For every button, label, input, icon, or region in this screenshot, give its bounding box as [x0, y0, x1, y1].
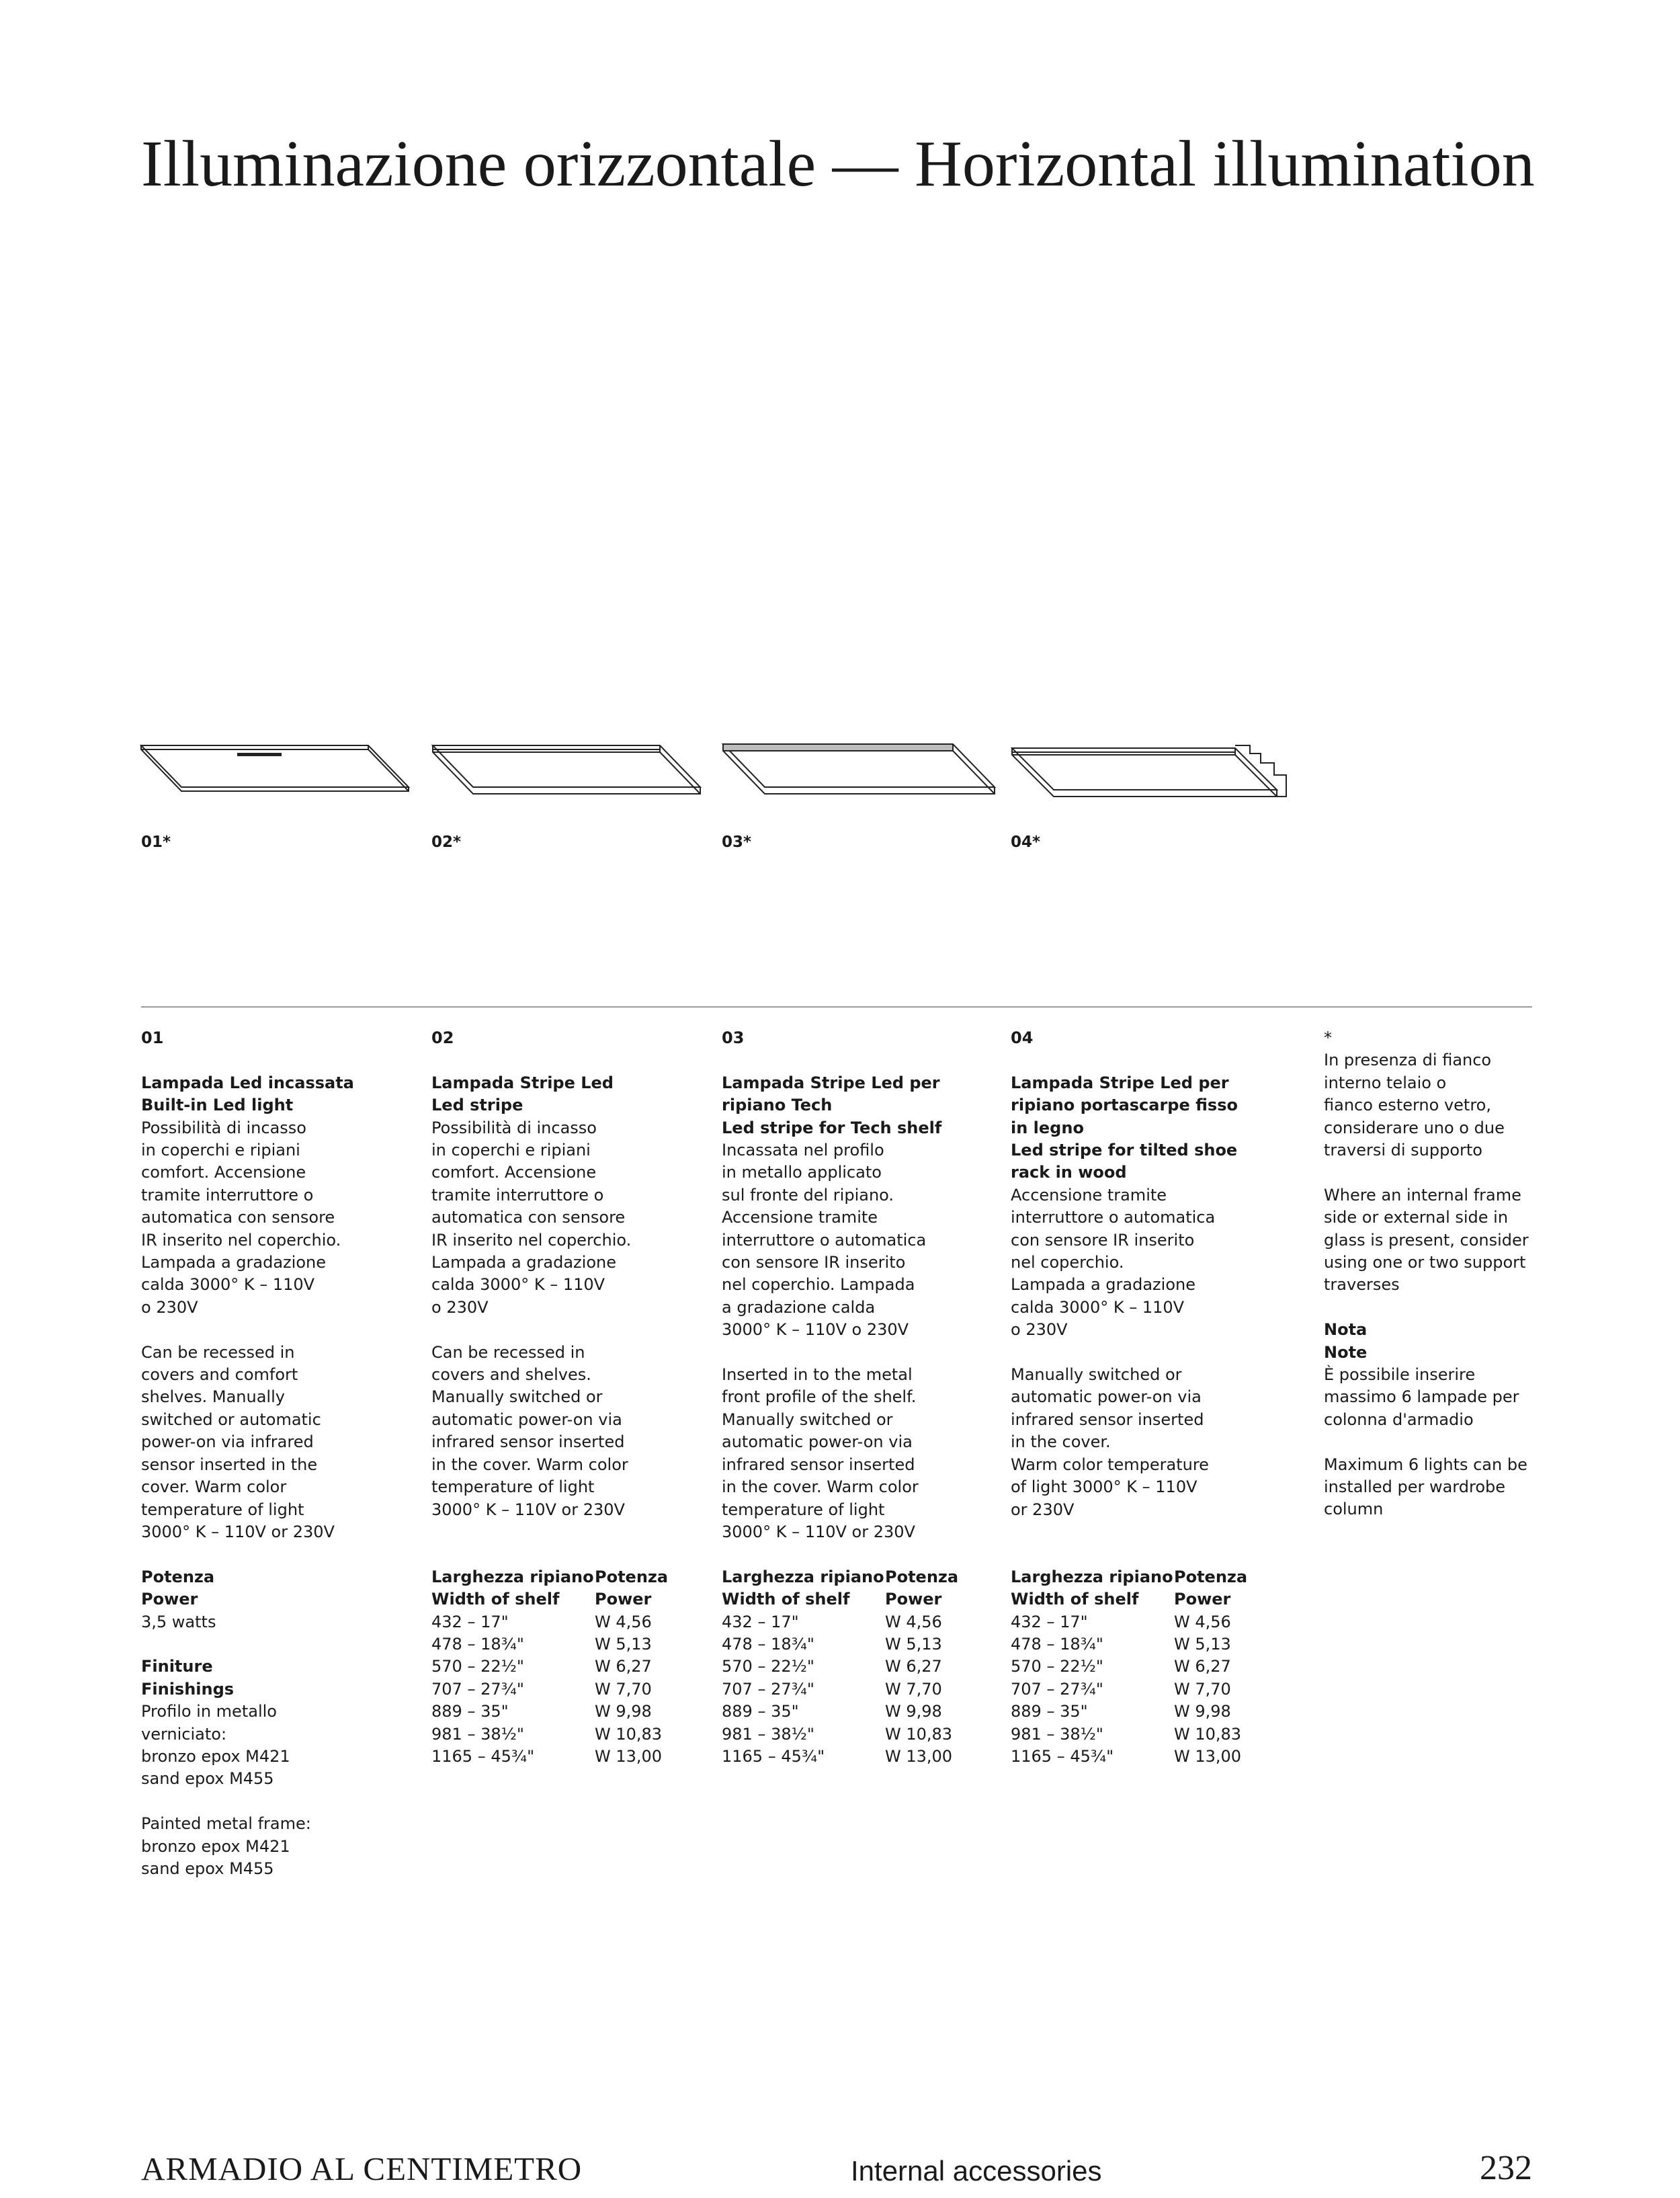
table-cell-power: W 7,70: [885, 1679, 942, 1699]
it-line: a gradazione calda: [722, 1297, 876, 1317]
en-line: temperature of light: [722, 1500, 885, 1519]
table-cell-width: 570 – 22½": [722, 1657, 814, 1676]
title-line: Built-in Led light: [141, 1096, 294, 1115]
table-cell-width: 432 – 17": [722, 1612, 799, 1631]
en-line: in the cover. Warm color: [431, 1455, 628, 1474]
en-line: automatic power-on via: [431, 1410, 622, 1429]
en-line: or 230V: [1011, 1500, 1075, 1519]
column-number: 02: [431, 1028, 454, 1047]
it-line: Accensione tramite: [1011, 1185, 1167, 1205]
table-cell-width: 1165 – 45¾": [1011, 1746, 1114, 1766]
table-cell-width: 432 – 17": [431, 1612, 509, 1631]
section-divider: [141, 1006, 1532, 1008]
power-value: 3,5 watts: [141, 1612, 216, 1631]
table-cell-power: W 13,00: [1174, 1746, 1242, 1766]
table-cell-power: W 6,27: [1174, 1657, 1231, 1676]
it-line: comfort. Accensione: [141, 1163, 306, 1182]
table-cell-width: 707 – 27¾": [722, 1679, 814, 1699]
table-header: Larghezza ripiano: [431, 1567, 594, 1586]
table-header: Potenza: [595, 1567, 669, 1586]
it-line: in coperchi e ripiani: [141, 1141, 300, 1160]
it-line: con sensore IR inserito: [722, 1253, 906, 1272]
title-line: Lampada Stripe Led: [431, 1073, 614, 1092]
nota-en-line: installed per wardrobe: [1324, 1477, 1505, 1497]
nota-en-line: column: [1324, 1500, 1384, 1519]
table-header: Larghezza ripiano: [722, 1567, 884, 1586]
led-stripe-shelf-icon: [431, 736, 720, 810]
it-line: sul fronte del ripiano.: [722, 1185, 894, 1205]
notes-column: [1324, 1027, 1529, 1521]
nota-en-line: Maximum 6 lights can be: [1324, 1455, 1527, 1474]
en-line: of light 3000° K – 110V: [1011, 1477, 1198, 1497]
built-in-led-shelf-icon: [140, 736, 429, 810]
table-cell-width: 889 – 35": [722, 1702, 799, 1721]
it-line: automatica con sensore: [431, 1208, 626, 1227]
en-line: shelves. Manually: [141, 1387, 285, 1407]
it-line: tramite interruttore o: [141, 1185, 314, 1205]
en-line: covers and comfort: [141, 1365, 298, 1385]
tech-shelf-stripe-icon: [722, 736, 1011, 810]
table-cell-power: W 13,00: [595, 1746, 663, 1766]
finish-heading: Finiture: [141, 1657, 213, 1676]
table-cell-width: 1165 – 45¾": [431, 1746, 535, 1766]
table-cell-width: 981 – 38½": [1011, 1724, 1103, 1744]
it-line: Lampada a gradazione: [431, 1253, 616, 1272]
en-line: temperature of light: [431, 1477, 595, 1497]
table-cell-power: W 5,13: [1174, 1634, 1231, 1654]
table-cell-power: W 4,56: [595, 1612, 652, 1631]
illustration-label-03: 03*: [722, 833, 752, 851]
it-line: tramite interruttore o: [431, 1185, 604, 1205]
en-line: 3000° K – 110V or 230V: [431, 1500, 625, 1519]
table-cell-width: 1165 – 45¾": [722, 1746, 825, 1766]
finish-it-line: sand epox M455: [141, 1769, 274, 1789]
it-line: interruttore o automatica: [722, 1230, 927, 1250]
it-line: o 230V: [141, 1297, 198, 1317]
en-line: power-on via infrared: [141, 1432, 314, 1452]
en-line: covers and shelves.: [431, 1365, 591, 1385]
en-line: Manually switched or: [431, 1387, 603, 1407]
table-cell-power: W 4,56: [1174, 1612, 1231, 1631]
table-cell-power: W 6,27: [885, 1657, 942, 1676]
table-cell-power: W 10,83: [885, 1724, 953, 1744]
it-line: nel coperchio.: [1011, 1253, 1124, 1272]
table-header: Power: [885, 1590, 942, 1609]
finish-it-line: Profilo in metallo: [141, 1702, 277, 1721]
table-cell-power: W 13,00: [885, 1746, 953, 1766]
title-line: Led stripe for Tech shelf: [722, 1118, 942, 1137]
table-cell-power: W 9,98: [595, 1702, 652, 1721]
en-line: Inserted in to the metal: [722, 1365, 913, 1385]
table-header: Larghezza ripiano: [1011, 1567, 1173, 1586]
illustration-label-01: 01*: [141, 833, 171, 851]
en-line: infrared sensor inserted: [431, 1432, 625, 1452]
table-header: Power: [1174, 1590, 1231, 1609]
note-it-line: interno telaio o: [1324, 1073, 1447, 1092]
power-heading: Power: [141, 1590, 198, 1609]
nota-heading: Nota: [1324, 1320, 1368, 1340]
power-table: [722, 1566, 966, 1768]
finish-it-line: verniciato:: [141, 1724, 227, 1744]
footer-section-title: Internal accessories: [851, 2155, 1102, 2187]
table-cell-width: 981 – 38½": [722, 1724, 814, 1744]
finish-en-line: sand epox M455: [141, 1859, 274, 1878]
en-line: cover. Warm color: [141, 1477, 287, 1497]
it-line: Possibilità di incasso: [141, 1118, 306, 1137]
it-line: Lampada a gradazione: [1011, 1275, 1195, 1295]
table-cell-power: W 10,83: [595, 1724, 663, 1744]
column-04: [1011, 1027, 1255, 1768]
it-line: con sensore IR inserito: [1011, 1230, 1195, 1250]
table-cell-power: W 9,98: [1174, 1702, 1231, 1721]
table-cell-width: 478 – 18¾": [1011, 1634, 1103, 1654]
asterisk-marker: *: [1324, 1028, 1332, 1047]
title-line: ripiano Tech: [722, 1096, 833, 1115]
it-line: Lampada a gradazione: [141, 1253, 326, 1272]
column-number: 03: [722, 1028, 745, 1047]
nota-heading: Note: [1324, 1342, 1368, 1362]
note-it-line: In presenza di fianco: [1324, 1051, 1492, 1070]
table-cell-power: W 7,70: [1174, 1679, 1231, 1699]
table-header: Potenza: [1174, 1567, 1248, 1586]
note-it-line: traversi di supporto: [1324, 1141, 1482, 1160]
it-line: nel coperchio. Lampada: [722, 1275, 915, 1295]
title-line: ripiano portascarpe fisso: [1011, 1096, 1238, 1115]
table-cell-width: 889 – 35": [1011, 1702, 1088, 1721]
table-header: Power: [595, 1590, 652, 1609]
table-cell-width: 570 – 22½": [1011, 1657, 1103, 1676]
power-table: [431, 1566, 675, 1768]
it-line: in coperchi e ripiani: [431, 1141, 591, 1160]
it-line: IR inserito nel coperchio.: [141, 1230, 341, 1250]
table-cell-power: W 6,27: [595, 1657, 652, 1676]
en-line: Manually switched or: [1011, 1365, 1182, 1385]
table-cell-width: 707 – 27¾": [431, 1679, 524, 1699]
column-number: 04: [1011, 1028, 1034, 1047]
note-en-line: glass is present, consider: [1324, 1230, 1529, 1250]
en-line: automatic power-on via: [722, 1432, 913, 1452]
table-header: Width of shelf: [431, 1590, 560, 1609]
table-cell-width: 478 – 18¾": [431, 1634, 524, 1654]
it-line: Incassata nel profilo: [722, 1141, 884, 1160]
note-en-line: Where an internal frame: [1324, 1185, 1521, 1205]
en-line: temperature of light: [141, 1500, 304, 1519]
en-line: infrared sensor inserted: [1011, 1410, 1204, 1429]
en-line: switched or automatic: [141, 1410, 321, 1429]
it-line: o 230V: [1011, 1320, 1068, 1340]
en-line: in the cover. Warm color: [722, 1477, 919, 1497]
it-line: automatica con sensore: [141, 1208, 335, 1227]
it-line: Accensione tramite: [722, 1208, 878, 1227]
en-line: infrared sensor inserted: [722, 1455, 915, 1474]
title-line: in legno: [1011, 1118, 1084, 1137]
table-cell-power: W 10,83: [1174, 1724, 1242, 1744]
table-header: Width of shelf: [1011, 1590, 1139, 1609]
title-line: Led stripe for tilted shoe: [1011, 1141, 1238, 1160]
footer-brand: ARMADIO AL CENTIMETRO: [141, 2150, 583, 2187]
nota-it-line: colonna d'armadio: [1324, 1410, 1474, 1429]
nota-it-line: massimo 6 lampade per: [1324, 1387, 1519, 1407]
finish-en-line: bronzo epox M421: [141, 1836, 290, 1856]
page-title: Illuminazione orizzontale — Horizontal illumination: [141, 128, 1535, 200]
illustration-label-04: 04*: [1011, 833, 1041, 851]
it-line: IR inserito nel coperchio.: [431, 1230, 632, 1250]
note-it-line: fianco esterno vetro,: [1324, 1096, 1491, 1115]
nota-it-line: È possibile inserire: [1324, 1365, 1476, 1385]
en-line: Can be recessed in: [431, 1342, 585, 1362]
it-line: calda 3000° K – 110V: [141, 1275, 315, 1295]
table-cell-width: 707 – 27¾": [1011, 1679, 1103, 1699]
table-cell-power: W 4,56: [885, 1612, 942, 1631]
table-cell-width: 981 – 38½": [431, 1724, 524, 1744]
it-line: 3000° K – 110V o 230V: [722, 1320, 909, 1340]
en-line: front profile of the shelf.: [722, 1387, 917, 1407]
en-line: in the cover.: [1011, 1432, 1111, 1452]
table-cell-power: W 7,70: [595, 1679, 652, 1699]
note-it-line: considerare uno o due: [1324, 1118, 1505, 1137]
en-line: Warm color temperature: [1011, 1455, 1209, 1474]
en-line: automatic power-on via: [1011, 1387, 1202, 1407]
table-cell-width: 478 – 18¾": [722, 1634, 814, 1654]
finish-it-line: bronzo epox M421: [141, 1746, 290, 1766]
en-line: Can be recessed in: [141, 1342, 295, 1362]
en-line: 3000° K – 110V or 230V: [722, 1522, 915, 1541]
it-line: interruttore o automatica: [1011, 1208, 1216, 1227]
note-en-line: traverses: [1324, 1275, 1400, 1295]
power-table: [1011, 1566, 1255, 1768]
shoe-rack-stripe-icon: [1011, 736, 1300, 810]
table-cell-width: 889 – 35": [431, 1702, 509, 1721]
it-line: o 230V: [431, 1297, 489, 1317]
it-line: calda 3000° K – 110V: [431, 1275, 605, 1295]
illustration-label-02: 02*: [431, 833, 462, 851]
title-line: Lampada Stripe Led per: [1011, 1073, 1229, 1092]
column-01: [141, 1027, 354, 1880]
table-header: Width of shelf: [722, 1590, 850, 1609]
finish-heading: Finishings: [141, 1679, 235, 1699]
column-02: [431, 1027, 675, 1768]
page-number: 232: [1480, 2149, 1532, 2187]
table-header: Potenza: [885, 1567, 959, 1586]
it-line: Possibilità di incasso: [431, 1118, 597, 1137]
table-cell-power: W 9,98: [885, 1702, 942, 1721]
table-cell-power: W 5,13: [885, 1634, 942, 1654]
it-line: comfort. Accensione: [431, 1163, 597, 1182]
finish-en-line: Painted metal frame:: [141, 1814, 311, 1834]
table-cell-width: 570 – 22½": [431, 1657, 524, 1676]
en-line: 3000° K – 110V or 230V: [141, 1522, 335, 1541]
it-line: in metallo applicato: [722, 1163, 882, 1182]
en-line: sensor inserted in the: [141, 1455, 318, 1474]
table-cell-width: 432 – 17": [1011, 1612, 1088, 1631]
note-en-line: using one or two support: [1324, 1253, 1526, 1272]
it-line: calda 3000° K – 110V: [1011, 1297, 1185, 1317]
title-line: Lampada Led incassata: [141, 1073, 354, 1092]
note-en-line: side or external side in: [1324, 1208, 1509, 1227]
column-number: 01: [141, 1028, 164, 1047]
title-line: Led stripe: [431, 1096, 523, 1115]
table-cell-power: W 5,13: [595, 1634, 652, 1654]
title-line: Lampada Stripe Led per: [722, 1073, 940, 1092]
column-03: [722, 1027, 966, 1768]
en-line: Manually switched or: [722, 1410, 893, 1429]
power-heading: Potenza: [141, 1567, 215, 1586]
title-line: rack in wood: [1011, 1163, 1127, 1182]
